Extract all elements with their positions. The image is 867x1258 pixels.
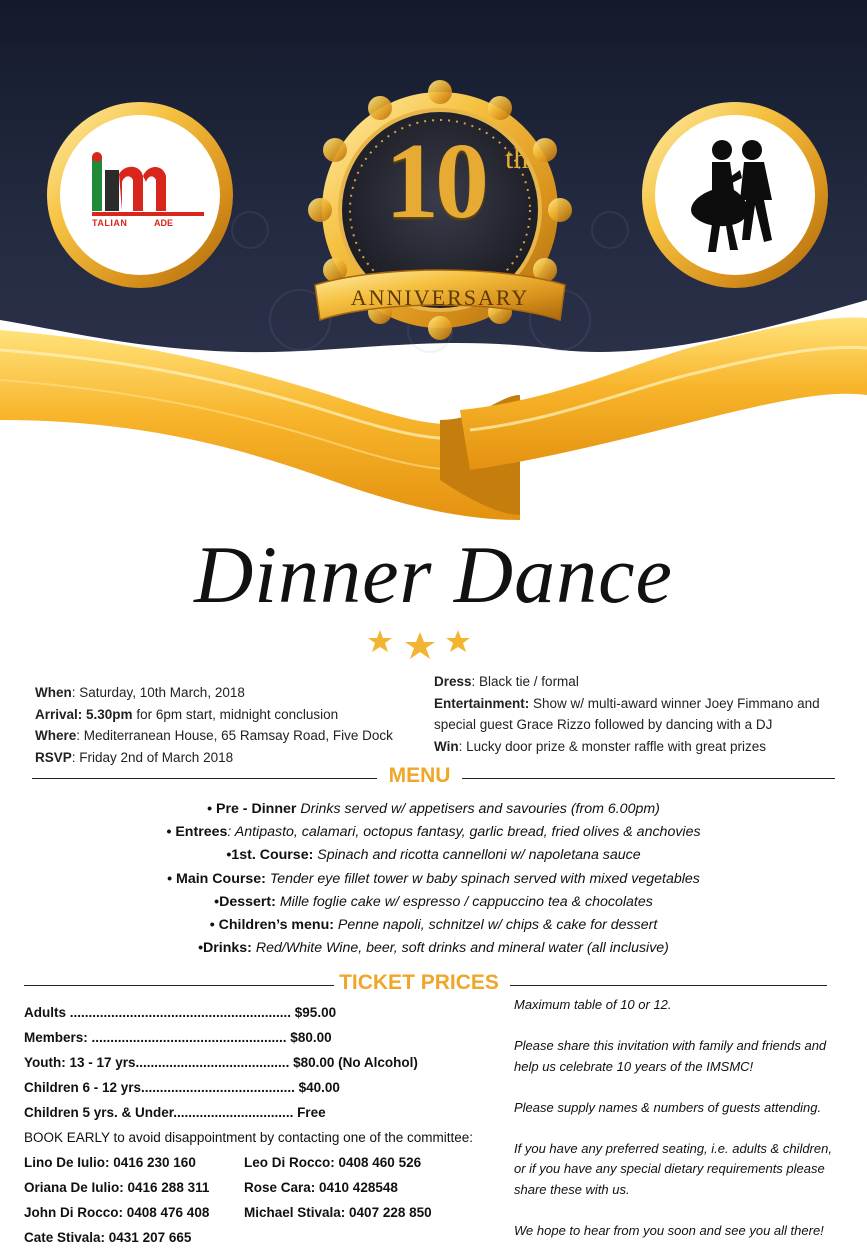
badge-number: 10: [385, 122, 485, 241]
price-row: Children 6 - 12 yrs......................................... $40.00: [24, 1080, 340, 1095]
note: Maximum table of 10 or 12.: [514, 997, 672, 1012]
ticket-prices: [24, 1000, 494, 1250]
menu-item: • Children’s menu: Penne napoli, schnitzel w/ chips & cake for dessert: [209, 917, 658, 934]
note: We hope to hear from you soon and see you all there!: [514, 1222, 824, 1238]
menu-item: • Entrees: Antipasto, calamari, octopus fantasy, garlic bread, fried olives & anchovies: [166, 824, 701, 841]
header-banner: [0, 0, 867, 540]
menu-item: •1st. Course: Spinach and ricotta cannelloni w/ napoletana sauce: [226, 847, 641, 864]
menu-item: •Dessert: Mille foglie cake w/ espresso / cappuccino tea & chocolates: [214, 893, 653, 910]
tickets-rule-left: [24, 985, 334, 986]
detail-rsvp: RSVP: Friday 2nd of March 2018: [35, 749, 234, 765]
menu-item: •Drinks: Red/White Wine, beer, soft drinks and mineral water (all inclusive): [198, 940, 669, 957]
detail-arrival: Arrival: 5.30pm for 6pm start, midnight conclusion: [35, 706, 339, 722]
contact-entry: Cate Stivala: 0431 207 665: [24, 1230, 192, 1245]
logo-text-made: ADE: [154, 218, 174, 228]
contact-entry: Rose Cara: 0410 428548: [244, 1180, 398, 1195]
star-icon: [446, 630, 470, 652]
price-row: Youth: 13 - 17 yrs......................................... $80.00 (No Alcohol): [24, 1055, 418, 1070]
menu-list: [0, 798, 867, 960]
stars-ornament: [366, 626, 476, 666]
note: Please share this invitation with family and friends and help us celebrate 10 years of the IMSMC!: [514, 1038, 827, 1074]
event-details-left: [35, 682, 415, 768]
committee-contacts: [24, 1150, 494, 1250]
contact-entry: John Di Rocco: 0408 476 408: [24, 1205, 210, 1220]
star-icon: [405, 632, 435, 659]
detail-entertainment: Entertainment: Show w/ multi-award winner Joey Fimmano and: [434, 695, 820, 711]
price-row: Adults ........................................................... $95.00: [24, 1005, 337, 1020]
price-row: Children 5 yrs. & Under................................ Free: [24, 1105, 326, 1120]
contact-entry: Lino De Iulio: 0416 230 160: [24, 1155, 196, 1170]
badge-suffix: th: [505, 142, 529, 175]
event-details-right: [434, 671, 844, 757]
logo-text-italian: TALIAN: [92, 218, 128, 228]
price-row: Members: .................................................... $80.00: [24, 1030, 332, 1045]
detail-when: When: Saturday, 10th March, 2018: [35, 685, 245, 700]
book-early-text: BOOK EARLY to avoid disappointment by contacting one of the committee:: [24, 1130, 474, 1145]
contact-entry: [244, 1225, 494, 1250]
anniversary-word: ANNIVERSARY: [350, 285, 530, 310]
detail-win: Win: Lucky door prize & monster raffle with great prizes: [434, 738, 767, 754]
detail-where: Where: Mediterranean House, 65 Ramsay Road, Five Dock: [35, 728, 393, 743]
tickets-heading: TICKET PRICES: [339, 971, 499, 994]
notes-column: [514, 995, 839, 1258]
menu-item: • Pre - Dinner Drinks served w/ appetisers and savouries (from 6.00pm): [207, 801, 660, 817]
detail-entertainment-cont: special guest Grace Rizzo followed by dancing with a DJ: [434, 717, 773, 732]
menu-rule-left: [32, 778, 377, 779]
tickets-rule-right: [510, 985, 827, 986]
star-icon: [368, 630, 392, 652]
menu-item: • Main Course: Tender eye fillet tower w baby spinach served with mixed vegetables: [167, 870, 700, 887]
contact-entry: Oriana De Iulio: 0416 288 311: [24, 1180, 210, 1195]
contact-entry: Michael Stivala: 0407 228 850: [244, 1205, 432, 1220]
menu-rule-right: [462, 778, 835, 779]
note: Please supply names & numbers of guests attending.: [514, 1099, 822, 1115]
menu-heading: MENU: [388, 764, 451, 787]
header-artwork: [0, 0, 867, 540]
event-title: Dinner Dance: [194, 529, 673, 620]
contact-entry: Leo Di Rocco: 0408 460 526: [244, 1155, 422, 1170]
detail-dress: Dress: Black tie / formal: [434, 674, 579, 689]
note: If you have any preferred seating, i.e. adults & children, or if you have any special dietary requirements please share these with us.: [514, 1140, 832, 1197]
